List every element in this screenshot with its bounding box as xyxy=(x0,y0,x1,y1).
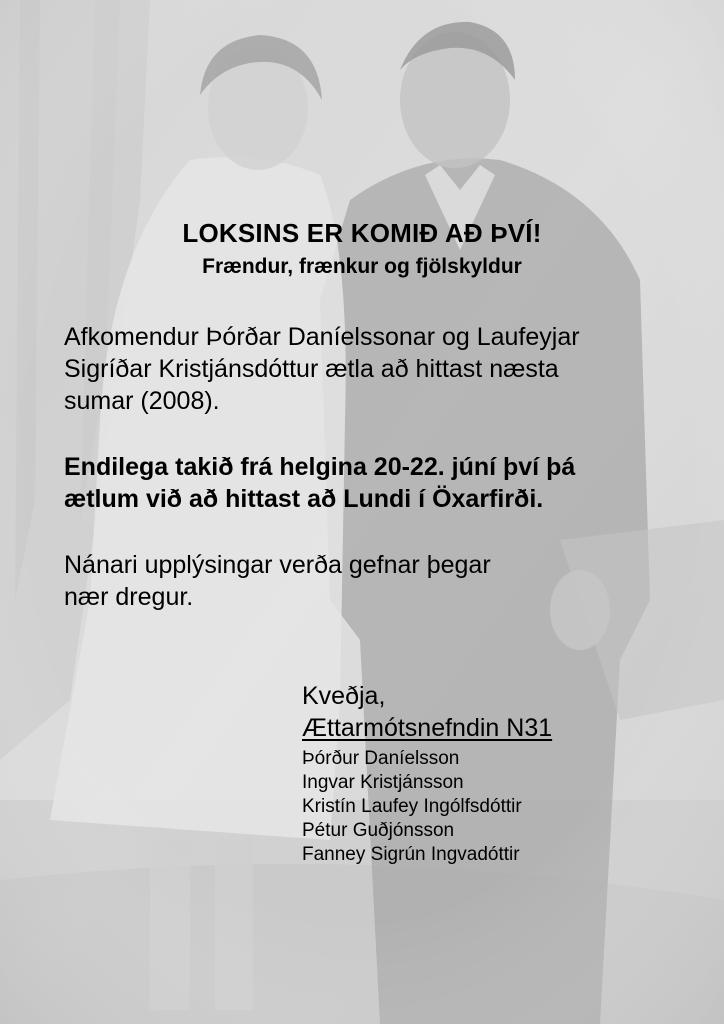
paragraph-line: Afkomendur Þórðar Daníelssonar og Laufeyjar xyxy=(64,323,580,351)
paragraph-line: Sigríðar Kristjánsdóttur ætla að hittast næsta xyxy=(64,355,559,383)
paragraph-announcement xyxy=(64,321,684,417)
member-name: Pétur Guðjónsson xyxy=(302,820,455,841)
member-name: Fanney Sigrún Ingvadóttir xyxy=(302,844,520,865)
member-name: Kristín Laufey Ingólfsdóttir xyxy=(302,796,522,817)
paragraph-line: sumar (2008). xyxy=(64,387,220,415)
paragraph-line: Endilega takið frá helgina 20-22. júní því þá xyxy=(64,453,576,481)
poster-subtitle: Frændur, frænkur og fjölskyldur xyxy=(202,255,522,278)
signature-block xyxy=(302,680,702,867)
greeting: Kveðja, xyxy=(302,682,386,710)
paragraph-line: Nánari upplýsingar verða gefnar þegar xyxy=(64,551,491,579)
paragraph-date-location xyxy=(64,451,684,515)
paragraph-line: ætlum við að hittast að Lundi í Öxarfirði. xyxy=(64,485,544,513)
committee-members xyxy=(302,747,702,867)
committee-name: Ættarmótsnefndin N31 xyxy=(302,714,553,742)
paragraph-line: nær dregur. xyxy=(64,583,194,611)
member-name: Þórður Daníelsson xyxy=(302,748,460,769)
paragraph-more-info xyxy=(64,549,604,613)
poster-title: LOKSINS ER KOMIÐ AÐ ÞVÍ! xyxy=(182,218,542,248)
member-name: Ingvar Kristjánsson xyxy=(302,772,464,793)
